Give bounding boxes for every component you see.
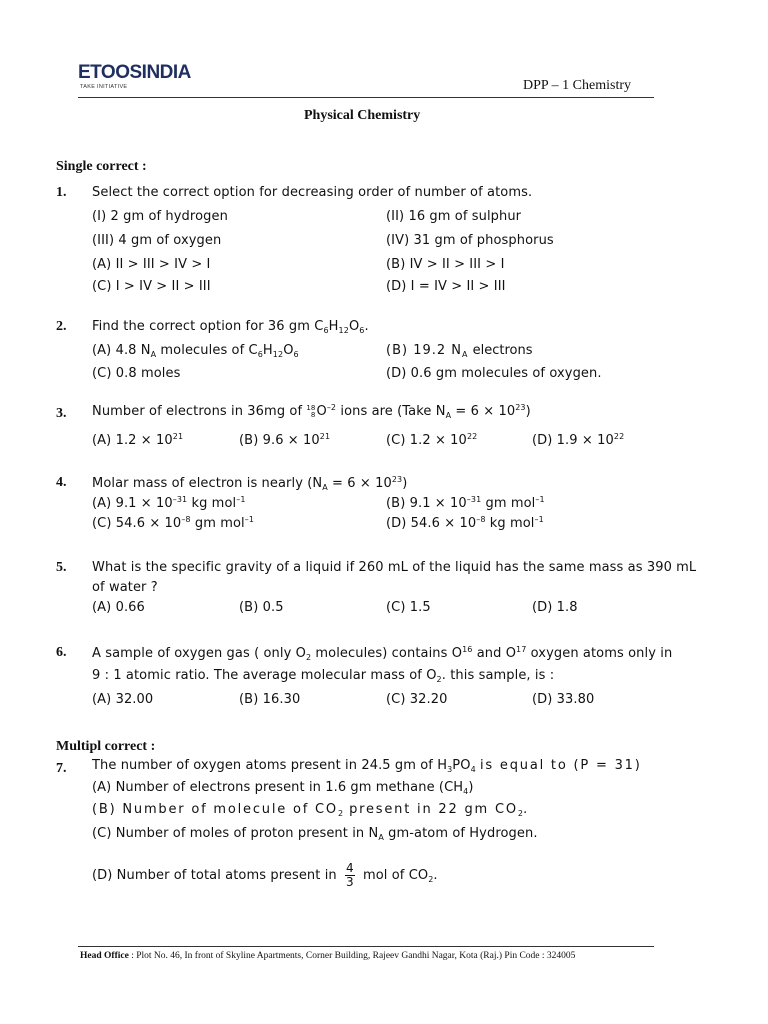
q4-option-b-unit: gm mol xyxy=(481,496,536,511)
q4-option-d-text: (D) 54.6 × 10 xyxy=(386,516,477,531)
q5-option-a: (A) 0.66 xyxy=(92,600,145,615)
q1-item-iii: (III) 4 gm of oxygen xyxy=(92,233,222,248)
question-6-line1: A sample of oxygen gas ( only $O_2$ molecules) contains $O^{16}$ and $O^{17}$ oxygen atoms only in xyxy=(92,645,673,662)
header-divider xyxy=(78,97,654,98)
etoos-logo xyxy=(78,62,191,84)
q3-option-b-exp: 21 xyxy=(319,432,331,441)
footer-text: : Plot No. 46, In front of Skyline Apartments, Corner Building, Rajeev Gandhi Nagar, Kota (Raj.) Pin Code : 324005 xyxy=(128,951,576,961)
subject-heading: Physical Chemistry xyxy=(304,108,421,123)
q6-option-a: (A) 32.00 xyxy=(92,692,154,707)
q1-option-b: (B) IV > II > III > I xyxy=(386,257,505,272)
document-title: DPP – 1 Chemistry xyxy=(523,78,631,93)
q4-option-a: (A) $9.1 \times 10^{-31}$ kg mol$^{-1}$ xyxy=(92,495,246,511)
q1-option-c: (C) I > IV > II > III xyxy=(92,279,211,294)
q2-option-b-text: (B) 19.2 N xyxy=(386,343,462,358)
q2-option-a: (A) 4.8 $N_A$ molecules of $C_6H_{12}O_6$ xyxy=(92,343,299,359)
q7-option-c: (C) Number of moles of proton present in $N_A$ gm-atom of Hydrogen. xyxy=(92,826,538,842)
q7-text: The number of oxygen atoms present in 24.5 gm of xyxy=(92,758,433,773)
q7-option-a: (A) Number of electrons present in 1.6 gm methane $(CH_4)$ xyxy=(92,780,474,796)
question-number: 1. xyxy=(56,185,67,200)
footer-label: Head Office xyxy=(80,951,129,961)
q4-option-a-unit: kg mol xyxy=(187,496,237,511)
q3-option-c-text: (C) 1.2 × 10 xyxy=(386,433,467,448)
q1-item-i: (I) 2 gm of hydrogen xyxy=(92,209,228,224)
q1-item-iv: (IV) 31 gm of phosphorus xyxy=(386,233,554,248)
q4-option-c-exp: –8 xyxy=(181,515,191,524)
q3-option-a-exp: 21 xyxy=(172,432,184,441)
q1-item-ii: (II) 16 gm of sulphur xyxy=(386,209,522,224)
section-multiple-correct: Multipl correct : xyxy=(56,739,156,754)
q6-line2-text: 9 : 1 atomic ratio. The average molecular mass of O xyxy=(92,668,437,683)
question-3-text: Number of electrons in 36mg of 18 8 $O^{-2}$ ions are (Take $N_A = 6 \times 10^{23}$) xyxy=(92,403,531,420)
question-7-text: The number of oxygen atoms present in 24.5 gm of $H_3PO_4$ is equal to (P = 31) xyxy=(92,758,642,774)
q5-option-c: (C) 1.5 xyxy=(386,600,431,615)
q4-option-b: (B) $9.1 \times 10^{-31}$ gm mol$^{-1}$ xyxy=(386,495,545,511)
q2-option-c: (C) 0.8 moles xyxy=(92,366,181,381)
q3-option-d xyxy=(532,432,624,448)
fraction-denominator: 3 xyxy=(345,875,354,889)
q4-option-a-text: (A) 9.1 × 10 xyxy=(92,496,173,511)
q4-option-b-exp: –31 xyxy=(466,495,482,504)
q2-option-a-text: (A) 4.8 N xyxy=(92,343,151,358)
q4-option-c-text: (C) 54.6 × 10 xyxy=(92,516,182,531)
q4-text: Molar mass of electron is nearly (N xyxy=(92,476,323,491)
logo-main: ETOOS xyxy=(78,62,142,83)
question-2-text: Find the correct option for 36 gm $C_6H_{12}O_6$. xyxy=(92,319,369,335)
q4-option-d: (D) $54.6 \times 10^{-8}$ kg mol$^{-1}$ xyxy=(386,515,544,531)
q4-option-c-unit: gm mol xyxy=(190,516,245,531)
question-number: 2. xyxy=(56,319,67,334)
q7-option-b-text: (B) Number of molecule of CO xyxy=(92,802,338,817)
q6-line2-rest: . this sample, is : xyxy=(441,668,555,683)
q3-option-b xyxy=(239,432,330,448)
q3-option-d-text: (D) 1.9 × 10 xyxy=(532,433,614,448)
logo-tagline: TAKE INITIATIVE xyxy=(80,84,128,90)
q6-option-c: (C) 32.20 xyxy=(386,692,448,707)
q2-text: Find the correct option for 36 gm xyxy=(92,319,311,334)
question-number: 7. xyxy=(56,761,67,776)
q2-option-b-rest: electrons xyxy=(468,343,533,358)
q4-option-d-unit: kg mol xyxy=(485,516,535,531)
q7-option-c-rest: gm-atom of Hydrogen. xyxy=(383,826,538,841)
fraction xyxy=(345,862,355,889)
q1-option-d: (D) I = IV > II > III xyxy=(386,279,506,294)
q4-option-a-exp: –31 xyxy=(172,495,188,504)
q3-text-rest: ions are (Take N xyxy=(340,404,446,419)
q7-option-d-text: (D) Number of total atoms present in xyxy=(92,868,337,883)
q4-option-d-exp: –8 xyxy=(476,515,486,524)
q6-option-b: (B) 16.30 xyxy=(239,692,301,707)
q3-option-c xyxy=(386,432,477,448)
question-6-line2: 9 : 1 atomic ratio. The average molecular mass of $O_2$. this sample, is : xyxy=(92,668,555,684)
q3-option-c-exp: 22 xyxy=(466,432,478,441)
q3-option-a-text: (A) 1.2 × 10 xyxy=(92,433,173,448)
q3-option-b-text: (B) 9.6 × 10 xyxy=(239,433,320,448)
question-number: 3. xyxy=(56,406,67,421)
question-number: 4. xyxy=(56,475,67,490)
question-1-text: Select the correct option for decreasing order of number of atoms. xyxy=(92,185,533,200)
q7-option-b-rest: present in 22 gm CO xyxy=(343,802,518,817)
q3-option-d-exp: 22 xyxy=(613,432,625,441)
q2-option-a-rest: molecules of xyxy=(156,343,245,358)
question-4-text: Molar mass of electron is nearly $(N_A = 6 \times 10^{23})$ xyxy=(92,475,408,492)
q7-option-a-text: (A) Number of electrons present in 1.6 gm methane (CH xyxy=(92,780,464,795)
isotope-notation: 18 8 xyxy=(306,403,316,419)
q3-option-a xyxy=(92,432,183,448)
q4-option-b-text: (B) 9.1 × 10 xyxy=(386,496,467,511)
logo-accent: INDIA xyxy=(141,62,191,83)
q7-option-d-rest: mol of CO xyxy=(362,868,429,883)
question-number: 5. xyxy=(56,560,67,575)
q5-option-b: (B) 0.5 xyxy=(239,600,284,615)
section-single-correct: Single correct : xyxy=(56,159,147,174)
q3-text: Number of electrons in 36mg of xyxy=(92,404,303,419)
q7-option-c-text: (C) Number of moles of proton present in N xyxy=(92,826,379,841)
q7-option-b: (B) Number of molecule of $CO_2$ present in 22 gm $CO_2$. xyxy=(92,802,528,818)
question-5-line1: What is the specific gravity of a liquid if 260 mL of the liquid has the same mass as 390 mL xyxy=(92,560,697,575)
q7-option-d: (D) Number of total atoms present in $\frac{4}{3}$ mol of $CO_2$. xyxy=(92,861,438,889)
footer-address xyxy=(80,951,575,961)
q1-option-a: (A) II > III > IV > I xyxy=(92,257,211,272)
question-5-line2: of water ? xyxy=(92,580,158,595)
q7-text-rest: is equal to (P = 31) xyxy=(480,758,642,773)
fraction-numerator: 4 xyxy=(345,861,354,875)
q2-option-b: (B) 19.2 $N_A$ electrons xyxy=(386,343,533,359)
q6-option-d: (D) 33.80 xyxy=(532,692,595,707)
question-number: 6. xyxy=(56,645,67,660)
q5-option-d: (D) 1.8 xyxy=(532,600,578,615)
footer-divider xyxy=(78,946,654,947)
q2-option-d: (D) 0.6 gm molecules of oxygen. xyxy=(386,366,602,381)
q4-option-c: (C) $54.6 \times 10^{-8}$ gm mol$^{-1}$ xyxy=(92,515,255,531)
